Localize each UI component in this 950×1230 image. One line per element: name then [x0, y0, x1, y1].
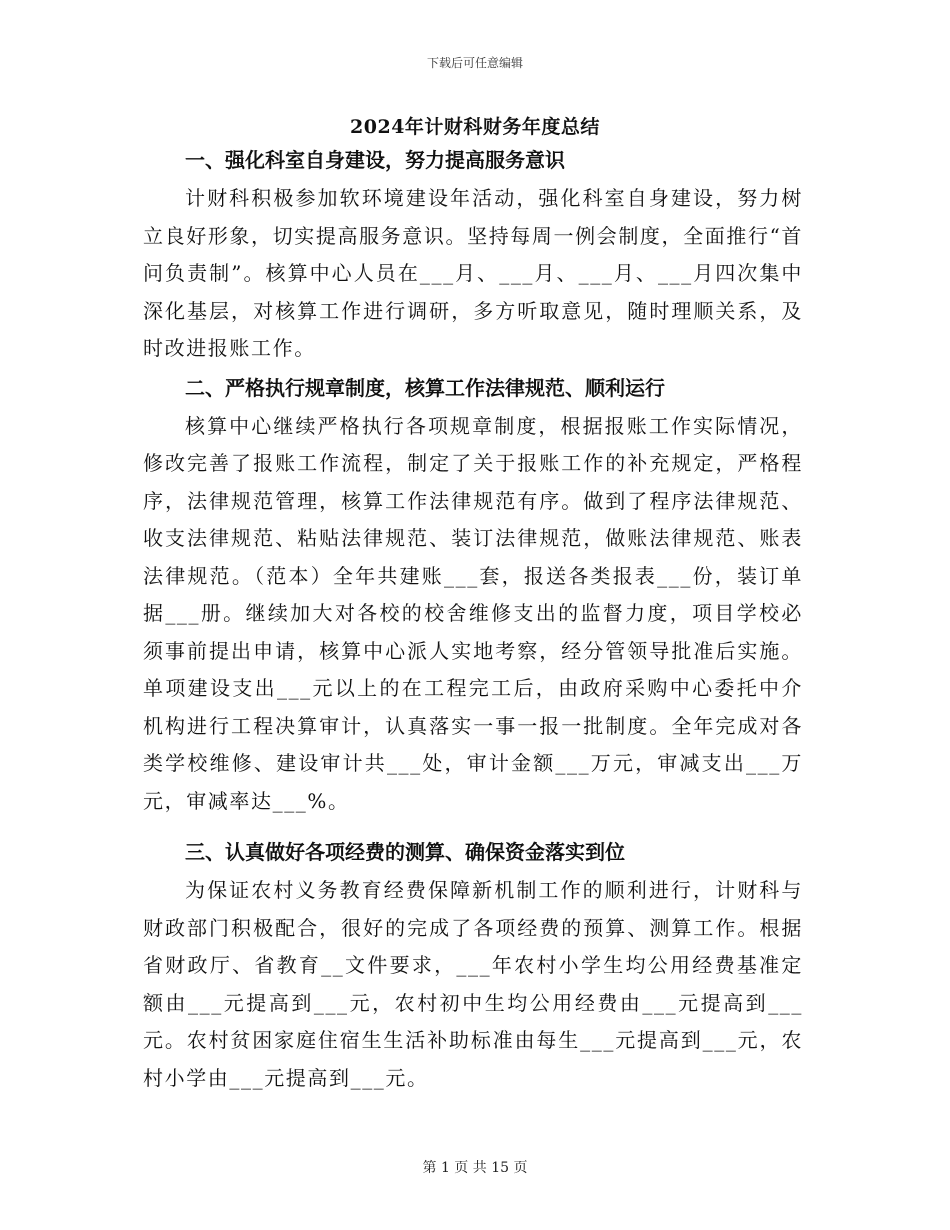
- header-note: 下载后可任意编辑: [426, 56, 523, 70]
- document-body: [143, 140, 803, 1097]
- section-1-heading: 一、强化科室自身建设，努力提高服务意识: [185, 148, 565, 172]
- page-number-footer: 第 1 页 共 15 页: [422, 1160, 528, 1176]
- section-1-paragraph: 计财科积极参加软环境建设年活动，强化科室自身建设，努力树立良好形象，切实提高服务意识。坚持每周一例会制度，全面推行“首问负责制”。核算中心人员在___月、___月、___月、___月四次集中深化基层，对核算工作进行调研，多方听取意见，随时理顺关系，及时改进报账工作。: [143, 186, 803, 360]
- section-3-heading: 三、认真做好各项经费的测算、确保资金落实到位: [185, 840, 625, 864]
- section-2-heading: 二、严格执行规章制度，核算工作法律规范、顺利运行: [185, 375, 665, 400]
- section-2-paragraph: 核算中心继续严格执行各项规章制度，根据报账工作实际情况，修改完善了报账工作流程，制定了关于报账工作的补充规定，严格程序，法律规范管理，核算工作法律规范有序。做到了程序法律规范、收支法律规范、粘贴法律规范、装订法律规范，做账法律规范、账表法律规范。（范本）全年共建账___套，报送各类报表___份，装订单据___册。继续加大对各校的校舍维修支出的监督力度，项目学校必须事前提出申请，核算中心派人实地考察，经分管领导批准后实施。单项建设支出___元以上的在工程完工后，由政府采购中心委托中介机构进行工程决算审计，认真落实一事一报一批制度。全年完成对各类学校维修、建设审计共___处，审计金额___万元，审减支出___万元，审减率达___%。: [143, 413, 803, 813]
- section-3-paragraph: 为保证农村义务教育经费保障新机制工作的顺利进行，计财科与财政部门积极配合，很好的完成了各项经费的预算、测算工作。根据省财政厅、省教育__文件要求，___年农村小学生均公用经费基准定额由___元提高到___元，农村初中生均公用经费由___元提高到___元。农村贫困家庭住宿生生活补助标准由每生___元提高到___元，农村小学由___元提高到___元。: [143, 878, 803, 1090]
- document-title: 2024年计财科财务年度总结: [350, 116, 600, 138]
